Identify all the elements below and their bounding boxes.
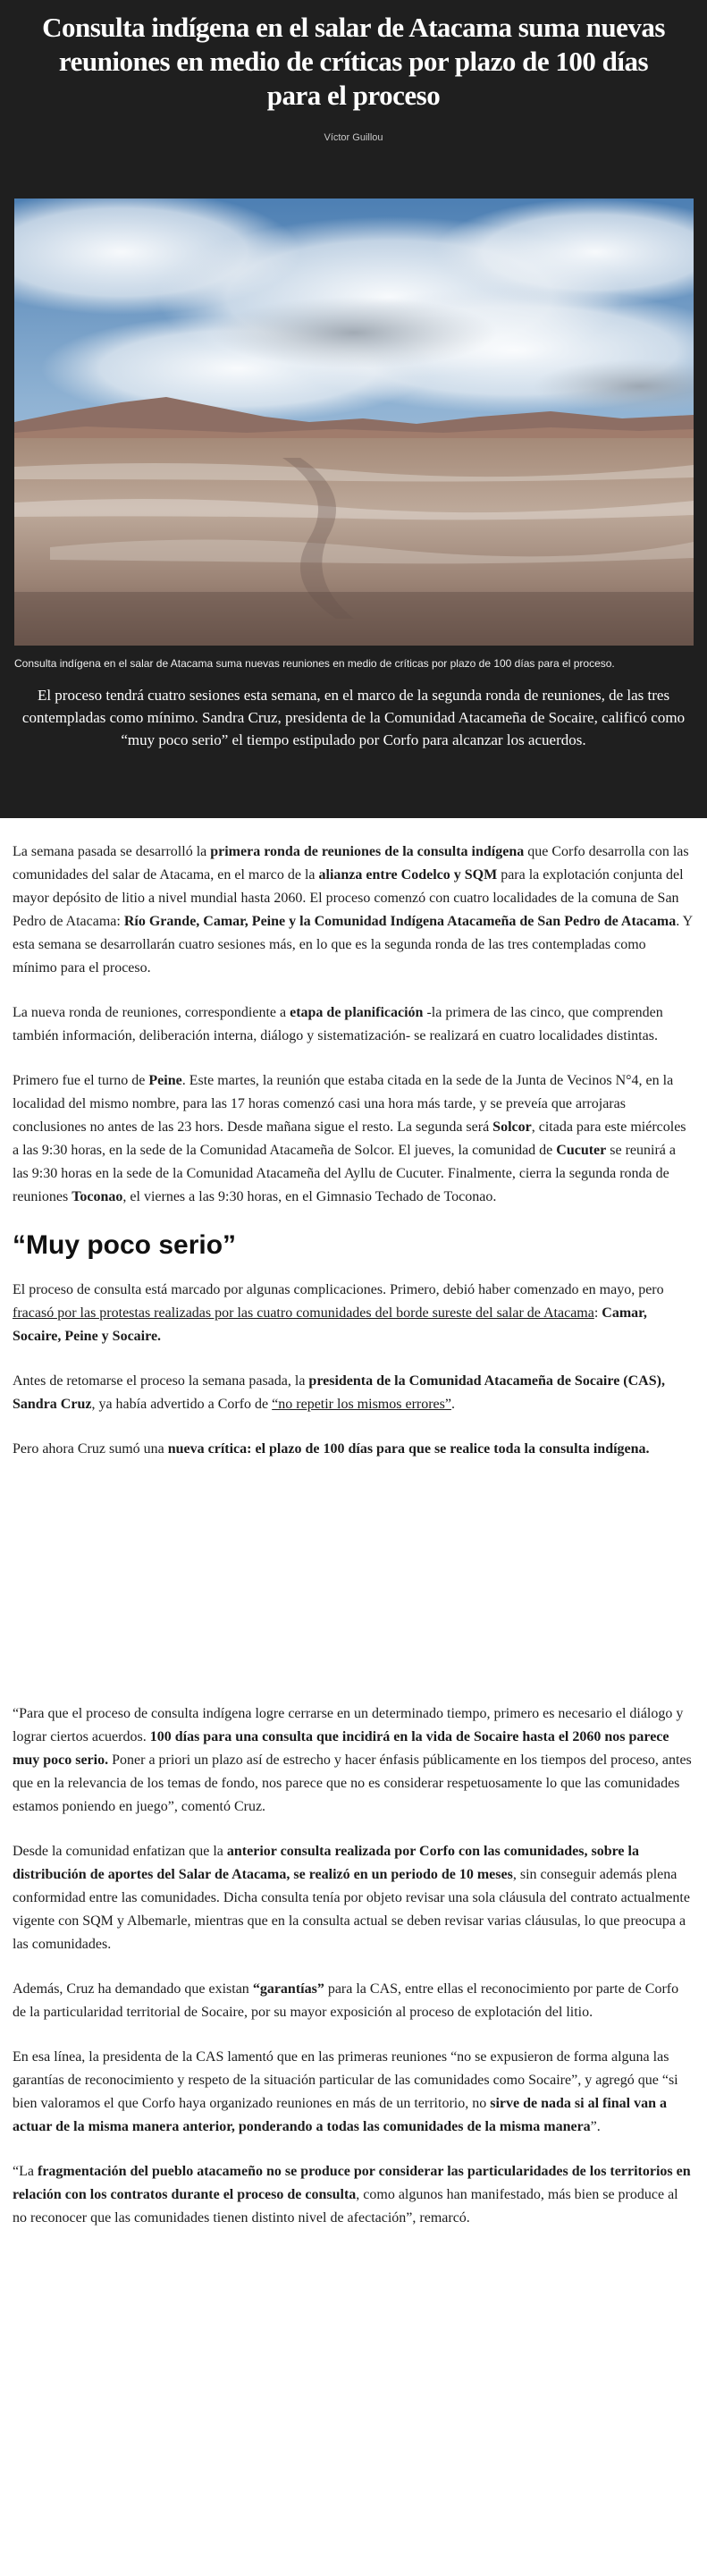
paragraph: Primero fue el turno de Peine. Este martes, la reunión que estaba citada en la sede de la Junta de Vecinos N°4, en la localidad del mismo nombre, para las 17 horas comenzó casi una hora más tarde, y se preveía que arrojaras conclusiones no antes de las 23 hors. Desde mañana sigue el resto. La segunda será Solcor, citada para este miércoles a las 9:30 horas, en la sede de la Comunidad Atacameña de Solcor. El jueves, la comunidad de Cucuter se reunirá a las 9:30 horas en la sede de la Comunidad Atacameña del Ayllu de Cucuter. Finalmente, cierra la segunda ronda de reuniones Toconao, el viernes a las 9:30 horas, en el Gimnasio Techado de Toconao. xyxy=(13,1073,686,1204)
paragraph: Antes de retomarse el proceso la semana pasada, la presidenta de la Comunidad Atacameña de Socaire (CAS), Sandra Cruz, ya había advertido a Corfo de “no repetir los mismos errores”. xyxy=(13,1373,665,1412)
article-body xyxy=(13,840,694,2251)
article-lead: El proceso tendrá cuatro sesiones esta semana, en el marco de la segunda ronda de reuniones, de las tres contempladas como mínimo. Sandra Cruz, presidenta de la Comunidad Atacameña de Socaire, calificó como “muy poco serio” el tiempo estipulado por Corfo para alcanzar los acuerdos. xyxy=(21,687,686,748)
paragraph: “Para que el proceso de consulta indígena logre cerrarse en un determinado tiempo, primero es necesario el diálogo y lograr ciertos acuerdos. 100 días para una consulta que incidirá en la vida de Socaire hasta el 2060 nos parece muy poco serio. Poner a priori un plazo así de estrecho y hacer énfasis públicamente en los tiempos del proceso, antes que en la relevancia de los temas de fondo, nos parece que no es considerar respetuosamente lo que las comunidades estamos poniendo en juego”, comentó Cruz. xyxy=(13,1706,692,1814)
article-headline: Consulta indígena en el salar de Atacama suma nuevas reuniones en medio de críticas por plazo de 100 días para el proceso xyxy=(42,12,665,111)
ad-space xyxy=(13,1482,694,1702)
paragraph: La semana pasada se desarrolló la primera ronda de reuniones de la consulta indígena que Corfo desarrolla con las comunidades del salar de Atacama, en el marco de la alianza entre Codelco y SQM para la explotación conjunta del mayor depósito de litio a nivel mundial hasta 2060. El proceso comenzó con cuatro localidades de la comuna de San Pedro de Atacama: Río Grande, Camar, Peine y la Comunidad Indígena Atacameña de San Pedro de Atacama. Y esta semana se desarrollarán cuatro sesiones más, en lo que es la segunda ronda de las tres contempladas como mínimo para el proceso. xyxy=(13,844,693,976)
paragraph: Además, Cruz ha demandado que existan “garantías” para la CAS, entre ellas el reconocimiento por parte de Corfo de la particularidad territorial de Socaire, por su mayor exposición al proceso de explotación del litio. xyxy=(13,1981,679,2020)
protests-link[interactable]: fracasó por las protestas realizadas por las cuatro comunidades del borde sureste del salar de Atacama xyxy=(13,1305,594,1321)
paragraph: Desde la comunidad enfatizan que la anterior consulta realizada por Corfo con las comunidades, sobre la distribución de aportes del Salar de Atacama, se realizó en un periodo de 10 meses, sin conseguir además plena conformidad entre las comunidades. Dicha consulta tenía por objeto revisar una sola cláusula del contrato actualmente vigente con SQM y Albemarle, mientras que en la consulta actual se deben revisar varias cláusulas, lo que preocupa a las comunidades. xyxy=(13,1844,690,1952)
errors-link[interactable]: “no repetir los mismos errores” xyxy=(272,1397,451,1412)
paragraph: En esa línea, la presidenta de la CAS lamentó que en las primeras reuniones “no se expusieron de forma alguna las garantías de reconocimiento y respeto de la situación particular de las comunidades como Socaire”, y agregó que “si bien valoramos el que Corfo haya organizado reuniones en más de un territorio, no sirve de nada si al final van a actuar de la misma manera anterior, ponderando a todas las comunidades de la misma manera”. xyxy=(13,2049,678,2134)
paragraph: La nueva ronda de reuniones, correspondiente a etapa de planificación -la primera de las cinco, que comprenden también información, deliberación interna, diálogo y sistematización- se realizará en cuatro localidades distintas. xyxy=(13,1005,663,1043)
article-author[interactable]: Víctor Guillou xyxy=(324,132,383,143)
paragraph: El proceso de consulta está marcado por algunas complicaciones. Primero, debió haber comenzado en mayo, pero fracasó por las protestas realizadas por las cuatro comunidades del borde sureste del salar de Atacama: Camar, Socaire, Peine y Socaire. xyxy=(13,1282,664,1344)
paragraph: “La fragmentación del pueblo atacameño no se produce por considerar las particularidades de los territorios en relación con los contratos durante el proceso de consulta, como algunos han manifestado, más bien se produce al no reconocer que las comunidades tienen distinto nivel de afectación”, remarcó. xyxy=(13,2164,691,2225)
section-subtitle: “Muy poco serio” xyxy=(13,1230,237,1260)
paragraph: Pero ahora Cruz sumó una nueva crítica: el plazo de 100 días para que se realice toda la consulta indígena. xyxy=(13,1441,650,1457)
article-hero xyxy=(0,0,707,818)
photo-caption: Consulta indígena en el salar de Atacama suma nuevas reuniones en medio de críticas por plazo de 100 días para el proceso. xyxy=(14,657,615,670)
article-photo xyxy=(14,198,694,646)
